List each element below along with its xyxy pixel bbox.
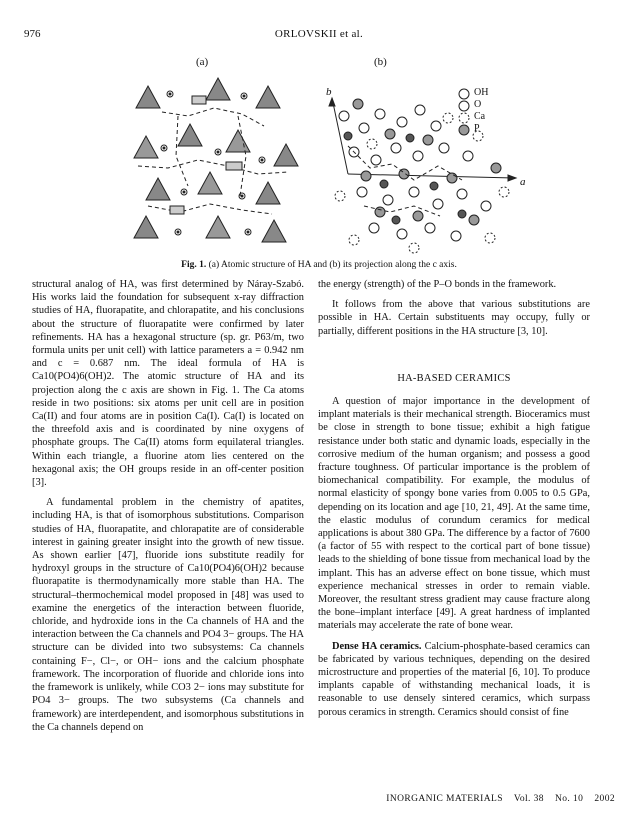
- footer-number: No. 10: [555, 794, 584, 804]
- panel-a-label: (a): [196, 56, 209, 68]
- right-paragraph-2: It follows from the above that various substitutions are possible in HA. Certain substituents may occupy, fully or partially, different positions in the HA structure [3, 10].: [318, 299, 590, 337]
- figure-legend: [459, 89, 469, 135]
- footer-year: 2002: [594, 794, 615, 804]
- legend-oh-marker: [459, 89, 469, 99]
- right-paragraph-4: [318, 640, 590, 719]
- left-column: [32, 278, 304, 734]
- footer-journal: INORGANIC MATERIALS: [386, 794, 503, 804]
- legend-o-label: O: [474, 99, 482, 110]
- right-column: [318, 278, 590, 719]
- running-title: ORLOVSKII et al.: [274, 28, 364, 40]
- legend-p-label: P: [474, 123, 480, 134]
- legend-o-marker: [459, 101, 469, 111]
- right-paragraph-3: A question of major importance in the development of implant materials is their mechanical strength. Bioceramics must be close in strength to bone tissue; exhibit a high fatigue resistance under both static and dynamic loads, especially in the corrosive medium of the human organism; and possess a good fracture toughness. Of particular importance is the problem of biomechanical compatibility. For example, the modulus of normal elasticity of spongy bone varies from 0.005 to 0.5 GPa, depending on its location and age [10, 21, 49]. At the same time, the elastic modulus of corundum ceramics for medical applications is about 380 GPa. The difference by a factor of 7600 (a factor of 55 with respect to the cortical part of bone tissue) leads to the shielding of bone tissue from mechanical load by the implant. This has an adverse effect on bone tissue, which must experience mechanical stresses in order to remain viable. Moreover, the resultant stress gradient may cause fracture along the bone–implant interface [49]. A great hardness of implanted materials may accelerate the rate of bone wear.: [318, 396, 590, 632]
- right-paragraph-4-text: Calcium-phosphate-based ceramics can be fabricated by various techniques, depending on the desired microstructure and properties of the material [6, 10]. To produce implants capable of withstanding mechanical loads, it is reasonable to use densely sintered ceramics, which surpass porous ceramics in strength. Ceramics should consist of fine: [318, 640, 590, 718]
- legend-p-marker: [459, 125, 469, 135]
- caption-label: Fig. 1.: [181, 260, 207, 270]
- legend-oh-label: OH: [474, 87, 489, 98]
- legend-ca-label: Ca: [474, 111, 486, 122]
- legend-ca-marker: [459, 113, 469, 123]
- caption-text: (a) Atomic structure of HA and (b) its projection along the c axis.: [208, 260, 457, 270]
- right-paragraph-1: the energy (strength) of the P–O bonds in the framework.: [318, 279, 557, 290]
- axis-b-label: b: [326, 86, 332, 98]
- section-heading: HA-BASED CERAMICS: [397, 372, 511, 384]
- panel-b-structure: [329, 98, 516, 253]
- figure-caption: [0, 260, 638, 270]
- axis-a-label: a: [520, 176, 526, 188]
- page-number: 976: [24, 28, 41, 40]
- footer-volume: Vol. 38: [513, 794, 544, 804]
- page-footer: [0, 794, 615, 804]
- figure-1: [118, 56, 538, 256]
- panel-b-label: (b): [374, 56, 387, 68]
- left-paragraph-2: A fundamental problem in the chemistry of apatites, including HA, is that of isomorphous substitutions. Comparison studies of HA, fluorapatite, and chlorapatite are of considerable interest in gaining greater insight into the growth of new tissue. As shown earlier [47], fluoride ions substitute readily for hydroxyl groups in the structure of Ca10(PO4)6(OH)2 because fluorapatite is thermodynamically more stable than HA. The structural–thermochemical model proposed in [48] was used to examine the energetics of the interaction between fluoride, chloride, and hydroxide ions in the Ca channels of HA and the interaction between the Ca channels and PO4 3− groups. The HA structure can be divided into two subsystems: Ca channels containing F−, Cl−, or OH− ions and the calcium phosphate framework. The incorporation of fluoride and chloride ions into the framework is unlikely, while CO3 2− ions may substitute for PO4 3− groups. The two subsystems (Ca channels and framework) are interdependent, and isomorphous substitutions in the Ca channels depend on: [32, 497, 305, 733]
- left-paragraph-1: structural analog of HA, was first determined by Náray-Szabó. His works laid the foundation for subsequent x-ray diffraction studies of HA, fluorapatite, and chlorapatite, and his conclusions about the structure of fluorapatite were confirmed by later refinements. HA has a hexagonal structure (sp. gr. P63/m, two formula units per unit cell) with lattice parameters a = 0.942 nm and c = 0.687 nm. The ideal formula of HA is Ca10(PO4)6(OH)2. The atomic structure of HA and its projection along the c axis are shown in Fig. 1. The Ca atoms reside in two positions: six atoms per unit cell are in position Ca(II) and four atoms are in position Ca(I). Ca(I) is located on the threefold axis and is coordinated by nine oxygens of phosphate groups. The Ca(II) atoms form equilateral triangles. Within each triangle, a fluorine atom lies centered on the hexagonal axis; the OH groups reside in an off-center position [3].: [32, 279, 304, 489]
- panel-a-structure: [134, 78, 298, 242]
- run-in-heading: Dense HA ceramics.: [332, 640, 422, 652]
